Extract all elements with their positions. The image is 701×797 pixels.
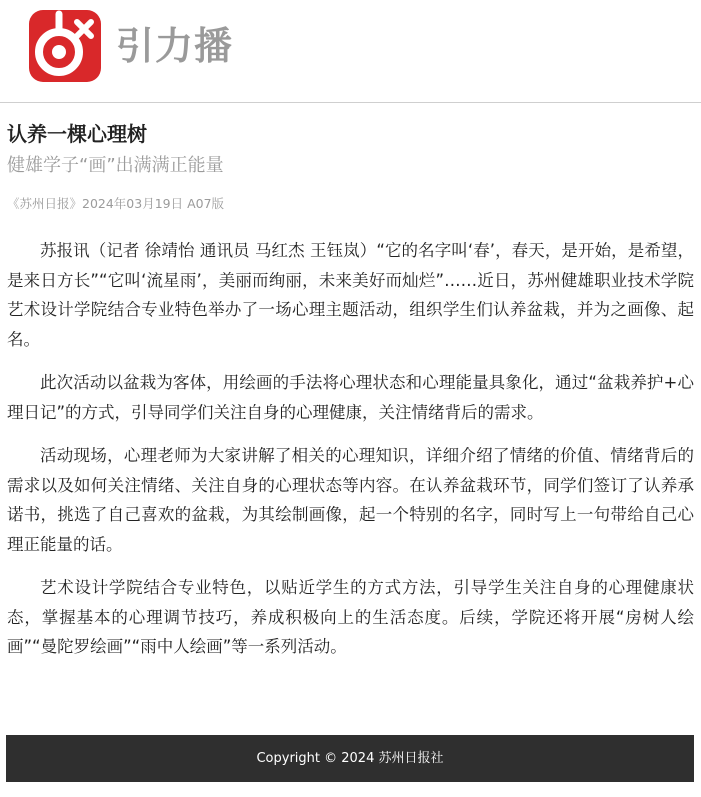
article-paragraph: 活动现场，心理老师为大家讲解了相关的心理知识，详细介绍了情绪的价值、情绪背后的需求以及如何关注情绪、关注自身的心理状态等内容。在认养盆栽环节，同学们签订了认养承诺书，挑选了自己喜欢的盆栽，为其绘制画像，起一个特别的名字，同时写上一句带给自己心理正能量的话。 xyxy=(7,446,694,554)
article xyxy=(0,120,701,662)
article-body xyxy=(7,236,694,662)
article-paragraph: 此次活动以盆栽为客体，用绘画的手法将心理状态和心理能量具象化，通过“盆栽养护+心理日记”的方式，引导同学们关注自身的心理健康，关注情绪背后的需求。 xyxy=(7,373,694,422)
site-footer xyxy=(6,735,694,782)
article-source: 《苏州日报》2024年03月19日 A07版 xyxy=(7,196,225,211)
article-subtitle: 健雄学子“画”出满满正能量 xyxy=(7,155,224,176)
article-title: 认养一棵心理树 xyxy=(7,122,147,146)
site-header xyxy=(0,0,701,103)
article-paragraph: 艺术设计学院结合专业特色，以贴近学生的方式方法，引导学生关注自身的心理健康状态，掌握基本的心理调节技巧，养成积极向上的生活态度。后续，学院还将开展“房树人绘画”“曼陀罗绘画”“雨中人绘画”等一系列活动。 xyxy=(7,578,694,656)
yinli-broadcast-logo-icon[interactable] xyxy=(29,10,101,82)
logo-wordmark[interactable]: 引力播 xyxy=(116,24,234,68)
copyright-text: Copyright © 2024 苏州日报社 xyxy=(256,751,444,766)
article-paragraph: 苏报讯（记者 徐靖怡 通讯员 马红杰 王钰岚）“它的名字叫‘春’，春天，是开始，是希望，是来日方长”“它叫‘流星雨’，美丽而绚丽，未来美好而灿烂”……近日，苏州健雄职业技术学院艺术设计学院结合专业特色举办了一场心理主题活动，组织学生们认养盆栽，并为之画像、起名。 xyxy=(7,241,694,349)
